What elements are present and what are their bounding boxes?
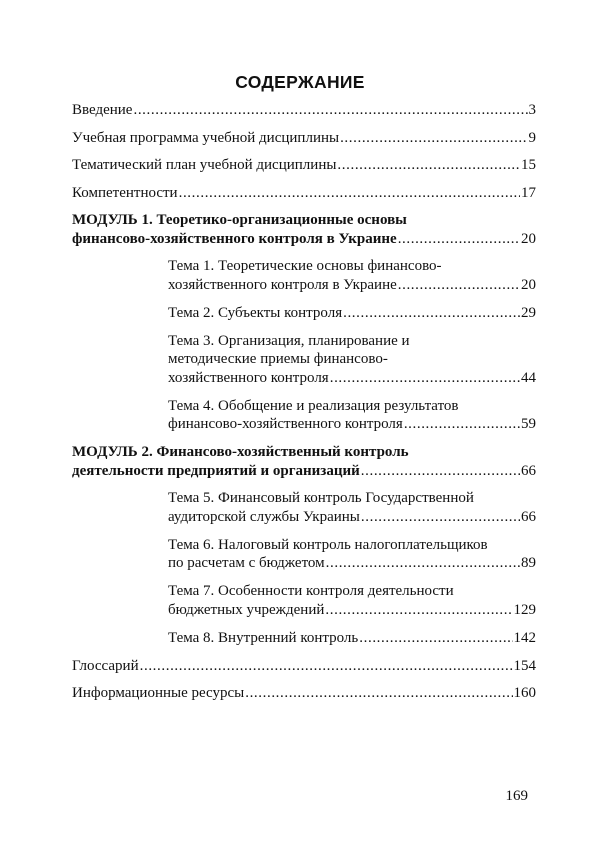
toc-page-number: 154 [513,657,536,674]
leader-dots [398,276,520,295]
toc-page-number: 59 [521,416,536,432]
page-number: 169 [505,788,528,804]
toc-entry-introduction[interactable]: Введение ..... 3 [72,101,536,120]
toc-page-number: 44 [521,369,536,386]
toc-entry-topic-8[interactable]: Тема 8. Внутренний контроль ..... 142 [168,629,536,648]
toc-entry-information-resources[interactable]: Информационные ресурсы ..... 160 [72,684,536,703]
leader-dots [359,629,512,648]
toc-entry-glossary[interactable]: Глоссарий ..... 154 [72,657,536,676]
leader-dots [179,184,520,203]
toc-entry-topic-2[interactable]: Тема 2. Субъекты контроля ..... 29 [168,304,536,323]
toc-entry-thematic-plan[interactable]: Тематический план учебной дисциплины ..... 15 [72,156,536,175]
leader-dots [326,554,520,573]
leader-dots [361,508,520,527]
leader-dots [140,657,513,676]
toc-page-number: 3 [528,102,536,118]
leader-dots [133,101,527,120]
toc-entry-topic-6[interactable]: Тема 6. Налоговый контроль налогоплательщиков по расчетам с бюджетом ..... 89 [168,536,536,573]
leader-dots [340,129,527,148]
toc-page-number: 142 [513,629,536,646]
toc-entry-topic-3[interactable]: Тема 3. Организация, планирование и методические приемы финансово- хозяйственного контроля ..... 44 [168,332,536,388]
leader-dots [343,304,520,323]
toc-page-number: 66 [521,462,536,479]
leader-dots [337,156,520,175]
leader-dots [330,369,520,388]
toc-page-number: 29 [521,304,536,321]
leader-dots [245,684,512,703]
toc-entry-module-2[interactable]: МОДУЛЬ 2. Финансово-хозяйственный контроль деятельности предприятий и организаций ..... 66 [72,443,536,480]
leader-dots [398,230,520,249]
toc-page-number: 66 [521,508,536,525]
table-of-contents [72,101,536,712]
toc-entry-curriculum[interactable]: Учебная программа учебной дисциплины ..... 9 [72,129,536,148]
leader-dots [325,601,512,620]
toc-page-number: 20 [521,276,536,293]
leader-dots [404,415,520,434]
page-title: СОДЕРЖАНИЕ [235,72,365,92]
toc-page-number: 20 [521,230,536,247]
toc-page-number: 17 [521,184,536,201]
toc-entry-competencies[interactable]: Компетентности ..... 17 [72,184,536,203]
toc-entry-topic-7[interactable]: Тема 7. Особенности контроля деятельности бюджетных учреждений ..... 129 [168,582,536,619]
toc-page-number: 129 [513,601,536,618]
toc-page-number: 9 [528,129,536,146]
toc-entry-topic-1[interactable]: Тема 1. Теоретические основы финансово- хозяйственного контроля в Украине ..... 20 [168,257,536,294]
toc-entry-topic-4[interactable]: Тема 4. Обобщение и реализация результатов финансово-хозяйственного контроля ..... 59 [168,397,536,434]
toc-page-number: 15 [521,157,536,173]
toc-page-number: 89 [521,555,536,571]
toc-entry-module-1[interactable]: МОДУЛЬ 1. Теоретико-организационные основы финансово-хозяйственного контроля в Украине ..... 20 [72,211,536,248]
leader-dots [361,462,520,481]
toc-entry-topic-5[interactable]: Тема 5. Финансовый контроль Государственной аудиторской службы Украины ..... 66 [168,489,536,526]
toc-page-number: 160 [513,685,536,701]
